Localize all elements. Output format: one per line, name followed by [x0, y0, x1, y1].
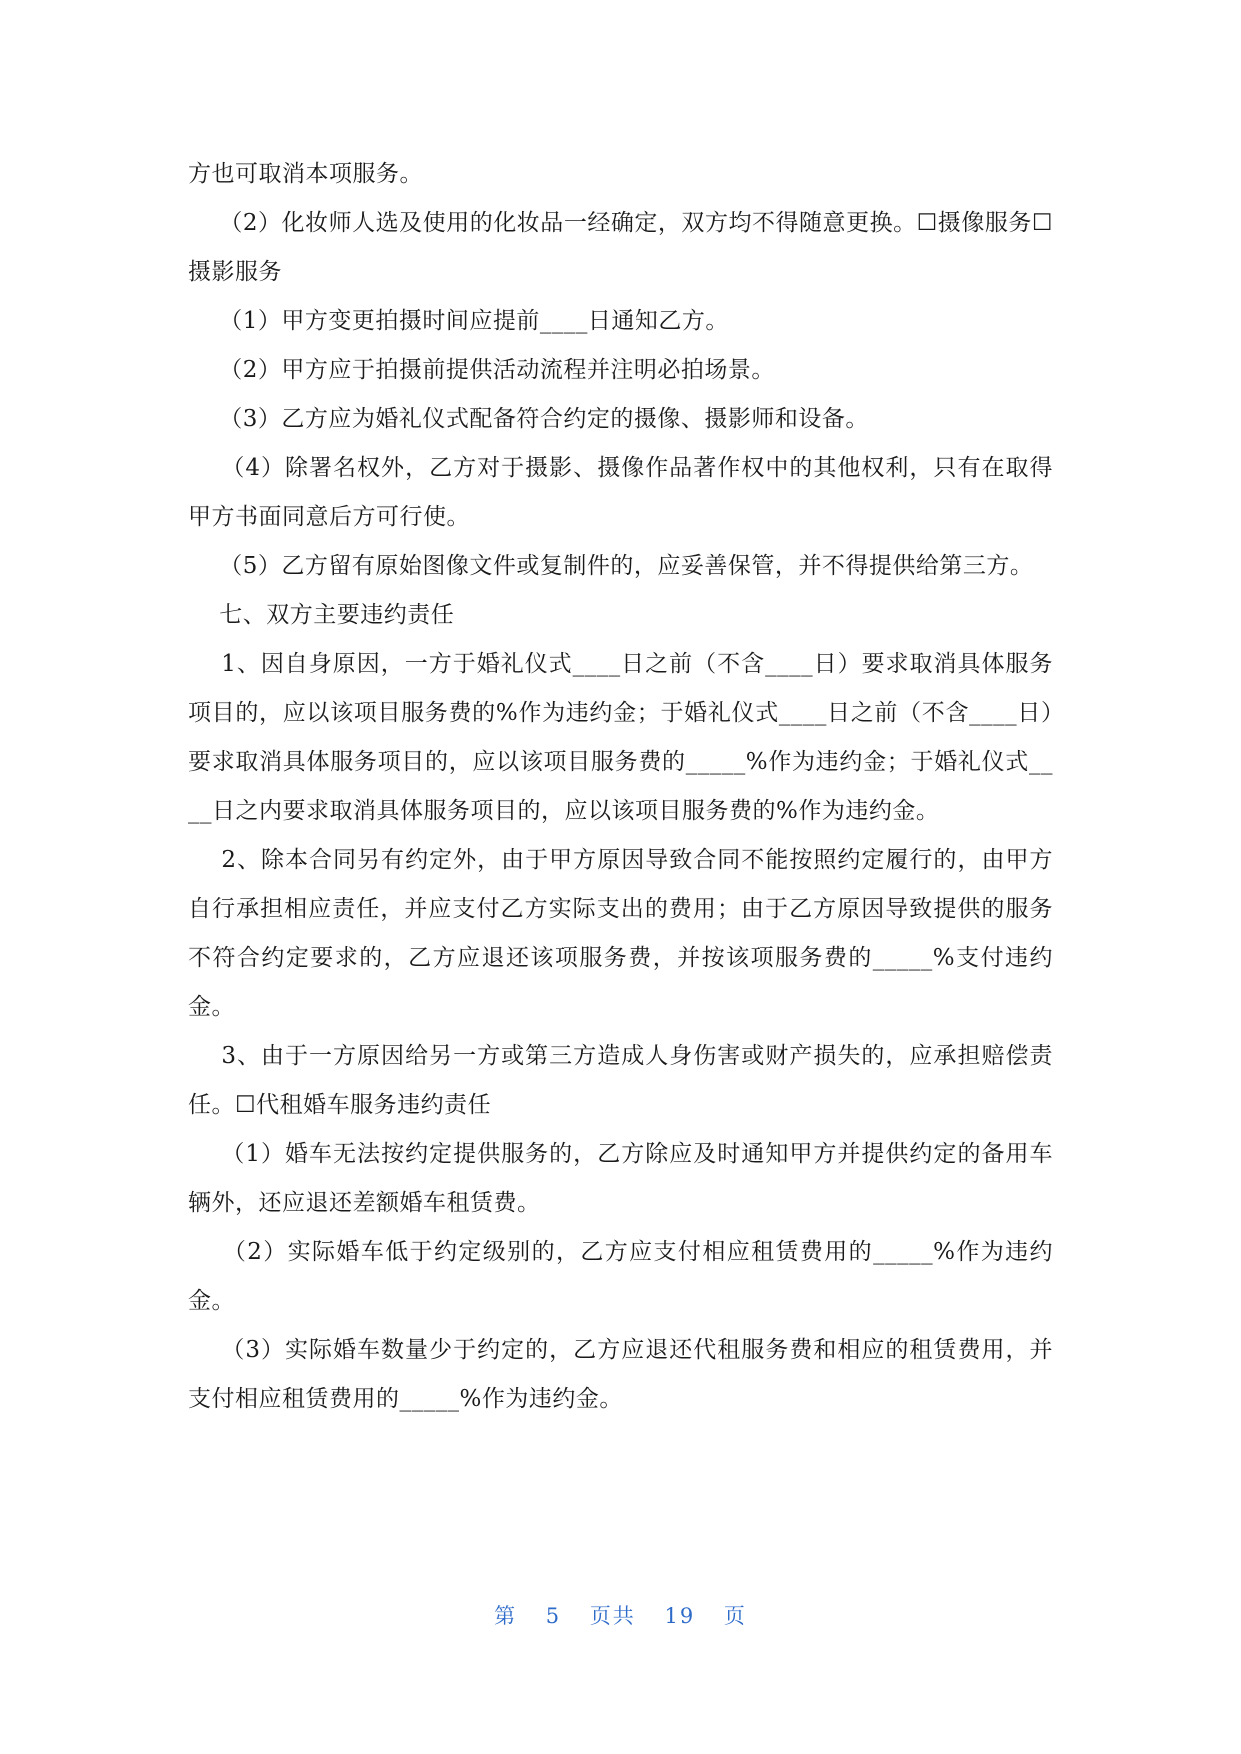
footer-label-page-of: 页共: [589, 1604, 636, 1628]
paragraph: 3、由于一方原因给另一方或第三方造成人身伤害或财产损失的，应承担赔偿责任。☐代租婚车服务违约责任: [188, 1043, 1053, 1118]
footer-label-page: 第: [494, 1604, 518, 1628]
paragraph: 2、除本合同另有约定外，由于甲方原因导致合同不能按照约定履行的，由甲方自行承担相应责任，并应支付乙方实际支出的费用；由于乙方原因导致提供的服务不符合约定要求的，乙方应退还该项服务费，并按该项服务费的_____%支付违约金。: [188, 847, 1053, 1020]
paragraph: （2）化妆师人选及使用的化妆品一经确定，双方均不得随意更换。☐摄像服务☐摄影服务: [188, 210, 1054, 285]
paragraph: （4）除署名权外，乙方对于摄影、摄像作品著作权中的其他权利，只有在取得甲方书面同意后方可行使。: [188, 455, 1053, 530]
paragraph: （3）乙方应为婚礼仪式配备符合约定的摄像、摄影师和设备。: [188, 406, 869, 432]
paragraph: （1）甲方变更拍摄时间应提前____日通知乙方。: [188, 308, 729, 334]
paragraph: 1、因自身原因，一方于婚礼仪式____日之前（不含____日）要求取消具体服务项目的，应以该项目服务费的%作为违约金；于婚礼仪式____日之前（不含____日）要求取消具体服务项目的，应以该项目服务费的_____%作为违约金；于婚礼仪式____日之内要求取消具体服务项目的，应以该项目服务费的%作为违约金。: [188, 651, 1053, 824]
page-footer: [0, 1600, 1241, 1630]
paragraph: （2）实际婚车低于约定级别的，乙方应支付相应租赁费用的_____%作为违约金。: [188, 1239, 1053, 1314]
paragraph: 方也可取消本项服务。: [188, 161, 423, 187]
document-body: [188, 150, 1053, 1424]
paragraph: （2）甲方应于拍摄前提供活动流程并注明必拍场景。: [188, 357, 775, 383]
footer-current-page: 5: [545, 1604, 562, 1628]
paragraph: （3）实际婚车数量少于约定的，乙方应退还代租服务费和相应的租赁费用，并支付相应租赁费用的_____%作为违约金。: [188, 1337, 1053, 1412]
paragraph: （1）婚车无法按约定提供服务的，乙方除应及时通知甲方并提供约定的备用车辆外，还应退还差额婚车租赁费。: [188, 1141, 1053, 1216]
footer-label-page-end: 页: [723, 1604, 747, 1628]
footer-total-pages: 19: [664, 1604, 696, 1628]
paragraph: （5）乙方留有原始图像文件或复制件的，应妥善保管，并不得提供给第三方。: [188, 553, 1034, 579]
section-heading: 七、双方主要违约责任: [188, 602, 455, 628]
